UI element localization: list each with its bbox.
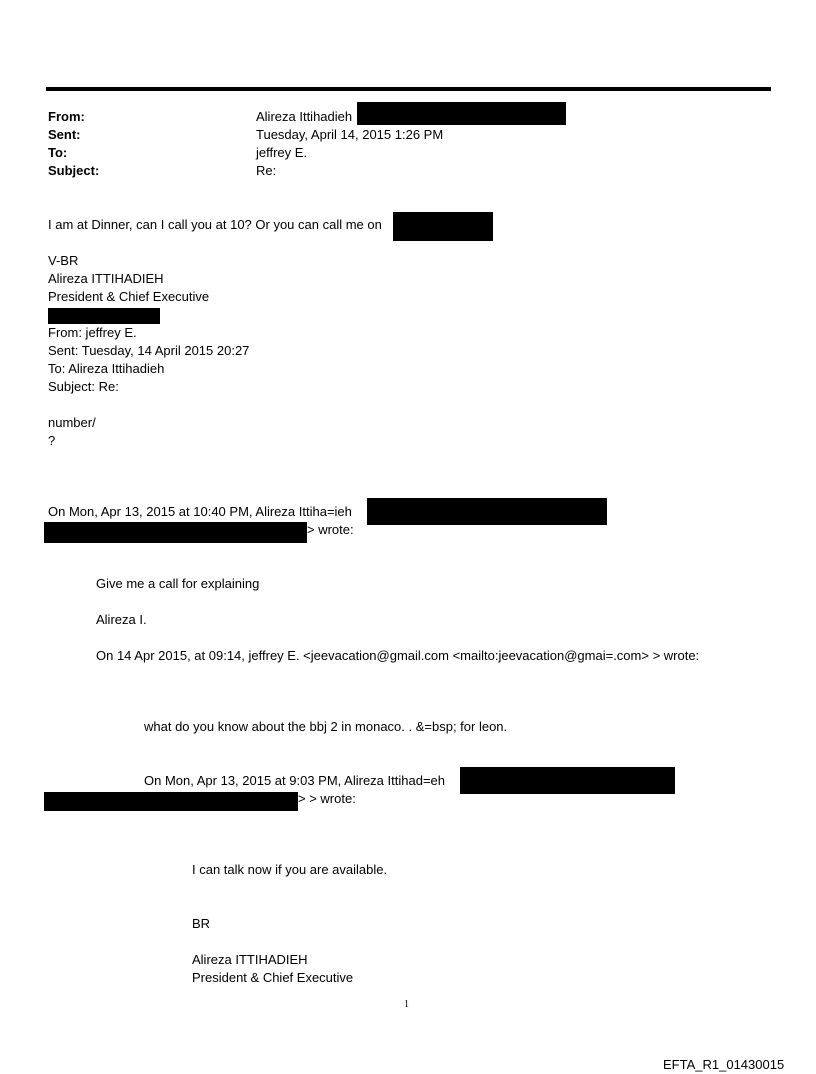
quote-wrote: > wrote: (307, 522, 354, 537)
sent-label: Sent: (48, 127, 81, 142)
quote-intro: On Mon, Apr 13, 2015 at 9:03 PM, Alireza Ittihad=eh (144, 773, 445, 788)
redaction-phone (393, 212, 493, 241)
redaction-email (44, 792, 298, 811)
quoted-from: From: jeffrey E. (48, 325, 137, 340)
redaction-email (367, 498, 607, 525)
quote-signature: Alireza I. (96, 612, 147, 627)
quoted-to: To: Alireza Ittihadieh (48, 361, 165, 376)
signature-vbr: V-BR (48, 253, 79, 268)
header-rule (46, 87, 771, 91)
signature-title: President & Chief Executive (48, 289, 210, 304)
redaction-signature (48, 308, 160, 324)
quote-signature-name: Alireza ITTIHADIEH (192, 952, 308, 967)
to-value: jeffrey E. (256, 145, 308, 160)
page-number: 1 (404, 999, 409, 1010)
quote-wrote: > > wrote: (298, 791, 356, 806)
redaction-from-email (357, 102, 566, 125)
quoted-subject: Subject: Re: (48, 379, 119, 394)
quoted-body-line: ? (48, 433, 56, 448)
signature-name: Alireza ITTIHADIEH (48, 271, 164, 286)
subject-value: Re: (256, 163, 277, 178)
redaction-email (460, 767, 675, 794)
quote-signature: BR (192, 916, 211, 931)
quote-body: Give me a call for explaining (96, 576, 260, 591)
quote-intro: On 14 Apr 2015, at 09:14, jeffrey E. <jeevacation@gmail.com <mailto:jeevacation@gmai=.com> > wrote: (96, 648, 700, 663)
to-label: To: (48, 145, 68, 160)
message-line: I am at Dinner, can I call you at 10? Or you can call me on (48, 217, 382, 232)
quote-intro: On Mon, Apr 13, 2015 at 10:40 PM, Alireza Ittiha=ieh (48, 504, 352, 519)
from-label: From: (48, 109, 85, 124)
quote-signature-title: President & Chief Executive (192, 970, 354, 985)
quoted-sent: Sent: Tuesday, 14 April 2015 20:27 (48, 343, 250, 358)
from-value: Alireza Ittihadieh (256, 109, 353, 124)
quote-body: I can talk now if you are available. (192, 862, 388, 877)
sent-value: Tuesday, April 14, 2015 1:26 PM (256, 127, 444, 142)
quoted-body-line: number/ (48, 415, 96, 430)
document-id: EFTA_R1_01430015 (663, 1057, 785, 1072)
redaction-email (44, 522, 307, 543)
quote-body: what do you know about the bbj 2 in monaco. . &=bsp; for leon. (144, 719, 508, 734)
subject-label: Subject: (48, 163, 100, 178)
